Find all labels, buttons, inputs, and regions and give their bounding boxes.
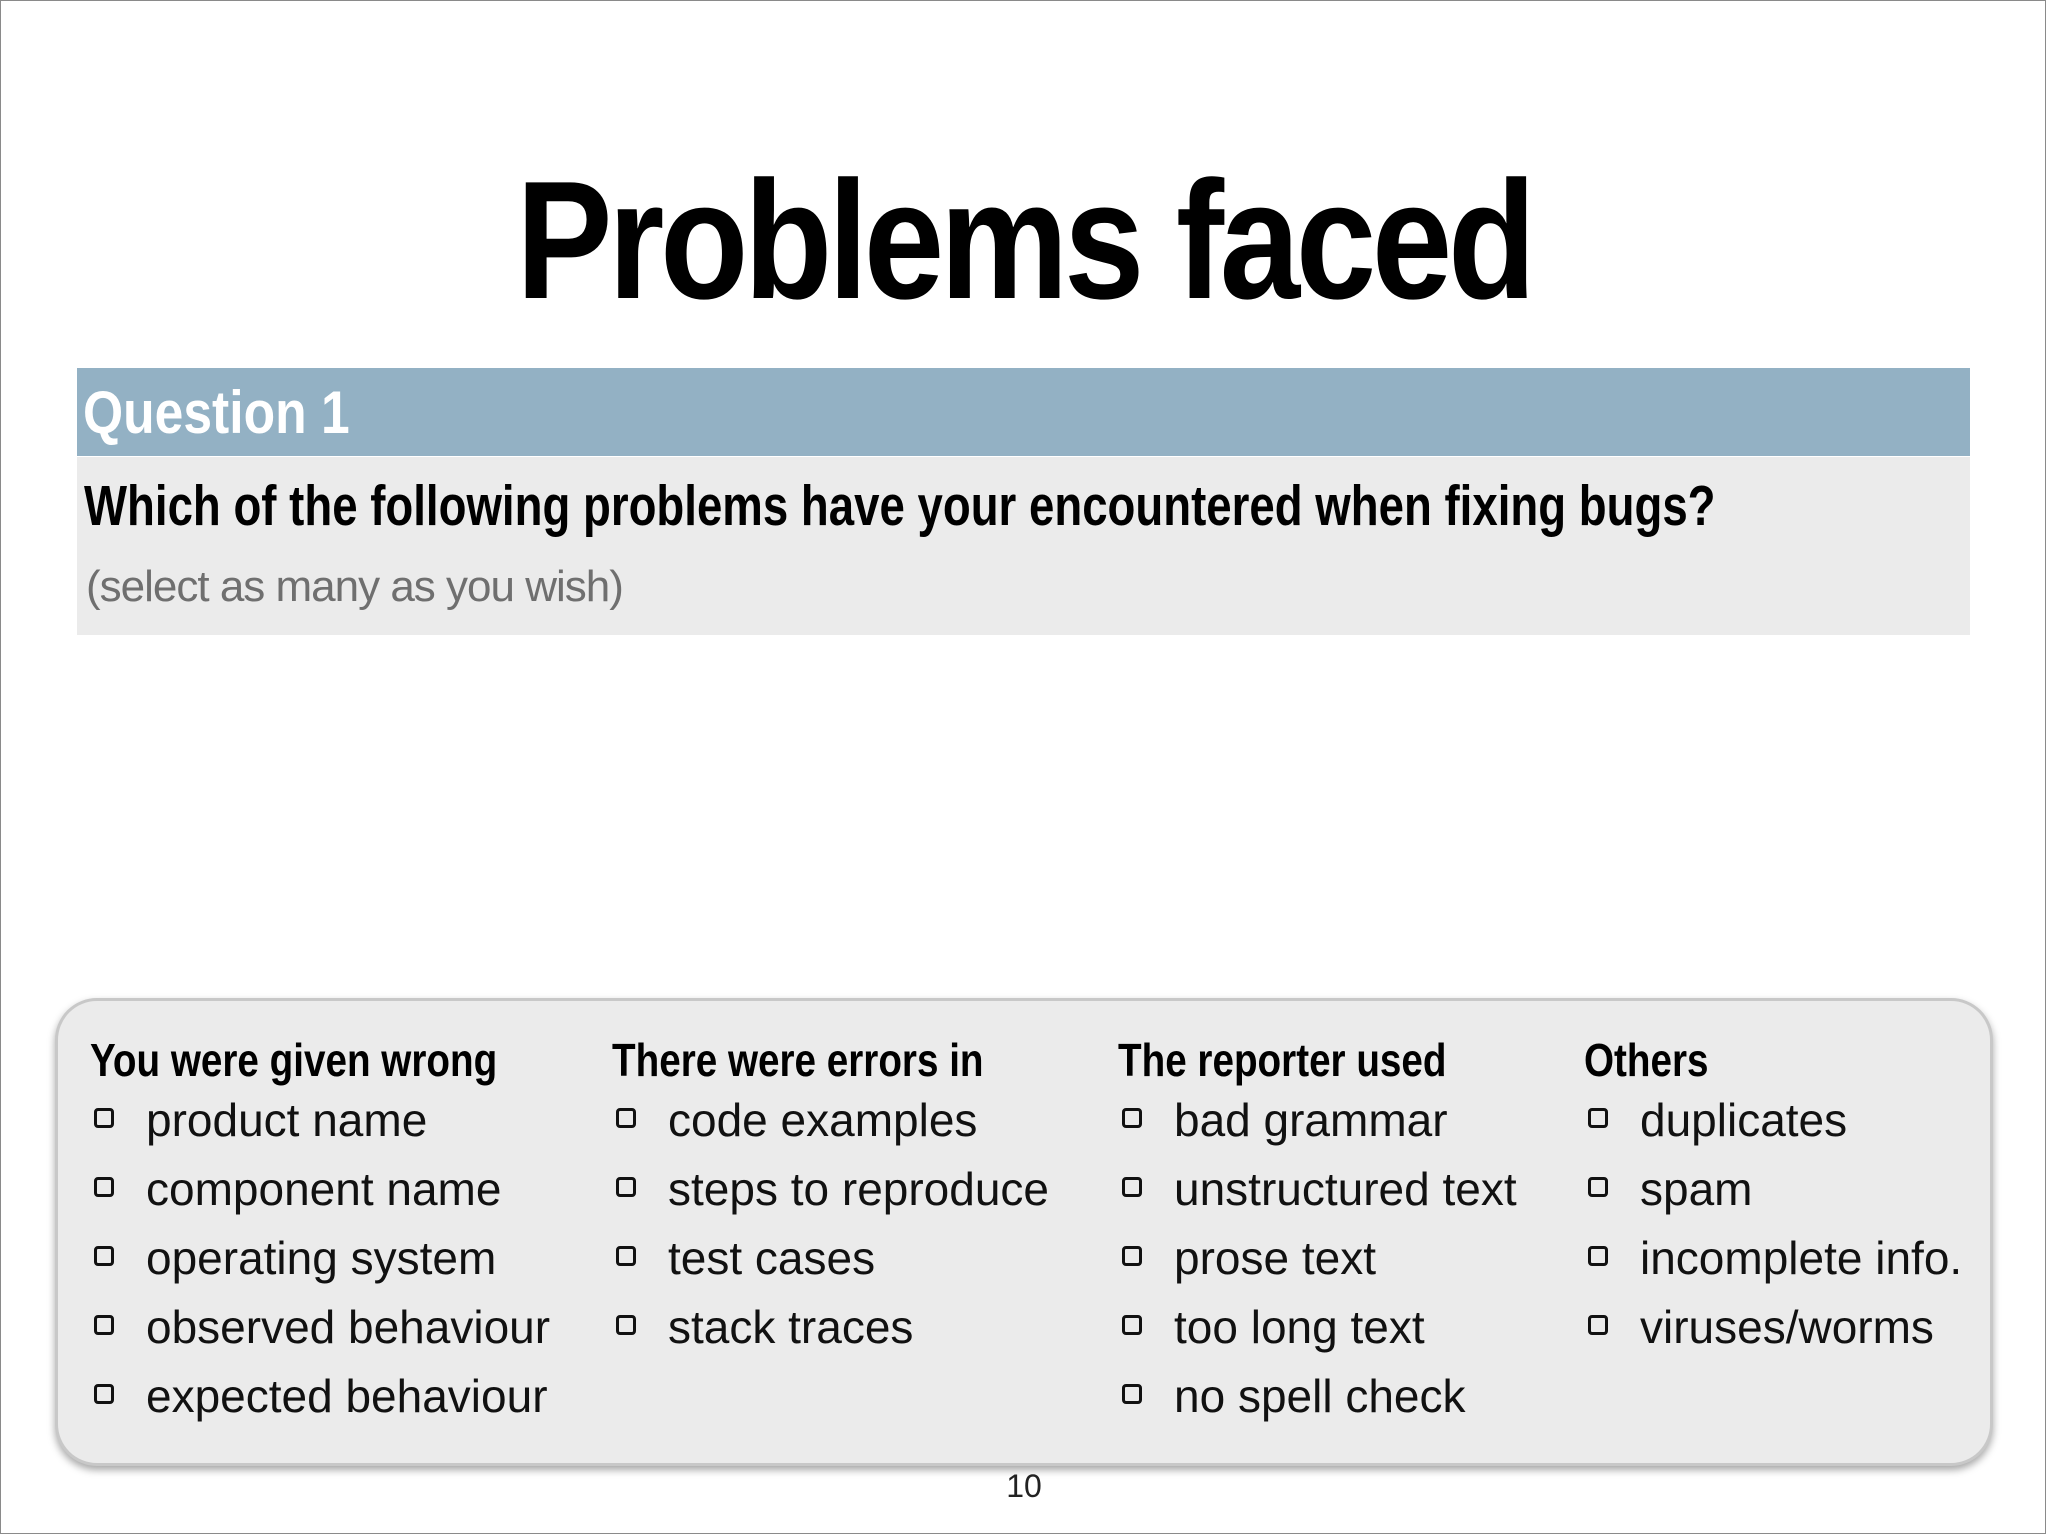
option-label: component name [146, 1163, 502, 1215]
option-label: expected behaviour [146, 1370, 548, 1422]
option-label: spam [1640, 1163, 1753, 1215]
option-label: viruses/worms [1640, 1301, 1934, 1353]
option-component-name[interactable] [90, 1157, 575, 1226]
checkbox-icon[interactable] [94, 1108, 114, 1128]
checkbox-icon[interactable] [1122, 1177, 1142, 1197]
option-label: incomplete info. [1640, 1232, 1963, 1284]
option-label: no spell check [1174, 1370, 1466, 1422]
column-errors-in [612, 1032, 1054, 1364]
column-heading: You were given wrong [90, 1034, 498, 1086]
checkbox-icon[interactable] [1588, 1177, 1608, 1197]
checkbox-icon[interactable] [1588, 1108, 1608, 1128]
option-too-long-text[interactable] [1118, 1295, 1509, 1364]
option-operating-system[interactable] [90, 1226, 575, 1295]
column-others [1584, 1032, 1963, 1364]
column-heading: The reporter used [1118, 1034, 1447, 1086]
option-unstructured-text[interactable] [1118, 1157, 1517, 1226]
option-steps-to-reproduce[interactable] [612, 1157, 1054, 1226]
checkbox-icon[interactable] [1122, 1246, 1142, 1266]
question-header [77, 368, 1970, 456]
option-observed-behaviour[interactable] [90, 1295, 575, 1364]
checkbox-icon[interactable] [1588, 1315, 1608, 1335]
option-label: operating system [146, 1232, 497, 1284]
option-test-cases[interactable] [612, 1226, 1054, 1295]
option-expected-behaviour[interactable] [90, 1364, 575, 1433]
option-duplicates[interactable] [1584, 1088, 1848, 1157]
slide-title: Problems faced [516, 146, 1532, 334]
question-number: Question 1 [83, 379, 350, 446]
checkbox-icon[interactable] [616, 1108, 636, 1128]
column-heading: Others [1584, 1034, 1709, 1086]
option-prose-text[interactable] [1118, 1226, 1509, 1295]
option-label: observed behaviour [146, 1301, 551, 1353]
question-body [77, 457, 1970, 635]
checkbox-icon[interactable] [616, 1177, 636, 1197]
option-label: product name [146, 1094, 428, 1146]
option-label: stack traces [668, 1301, 914, 1353]
option-spam[interactable] [1584, 1157, 1753, 1226]
option-label: steps to reproduce [668, 1163, 1050, 1215]
checkbox-icon[interactable] [94, 1246, 114, 1266]
option-label: unstructured text [1174, 1163, 1517, 1215]
option-viruses-worms[interactable] [1584, 1295, 1934, 1364]
option-label: duplicates [1640, 1094, 1848, 1146]
checkbox-icon[interactable] [616, 1315, 636, 1335]
option-bad-grammar[interactable] [1118, 1088, 1509, 1157]
checkbox-icon[interactable] [1122, 1315, 1142, 1335]
checkbox-icon[interactable] [94, 1315, 114, 1335]
option-label: prose text [1174, 1232, 1376, 1284]
column-heading: There were errors in [612, 1034, 984, 1086]
checkbox-icon[interactable] [1122, 1108, 1142, 1128]
checkbox-icon[interactable] [94, 1177, 114, 1197]
column-reporter-used [1118, 1032, 1517, 1433]
column-given-wrong [90, 1032, 575, 1433]
option-label: bad grammar [1174, 1094, 1448, 1146]
checkbox-icon[interactable] [94, 1384, 114, 1404]
option-label: test cases [668, 1232, 876, 1284]
option-label: code examples [668, 1094, 978, 1146]
option-incomplete-info[interactable] [1584, 1226, 1963, 1295]
option-code-examples[interactable] [612, 1088, 1054, 1157]
option-stack-traces[interactable] [612, 1295, 1054, 1364]
checkbox-icon[interactable] [616, 1246, 636, 1266]
checkbox-icon[interactable] [1122, 1384, 1142, 1404]
page-number: 10 [1006, 1468, 1042, 1504]
option-label: too long text [1174, 1301, 1425, 1353]
checkbox-icon[interactable] [1588, 1246, 1608, 1266]
question-hint: (select as many as you wish) [86, 562, 623, 611]
option-no-spell-check[interactable] [1118, 1364, 1509, 1433]
question-text: Which of the following problems have your encountered when fixing bugs? [84, 474, 1716, 538]
option-product-name[interactable] [90, 1088, 575, 1157]
